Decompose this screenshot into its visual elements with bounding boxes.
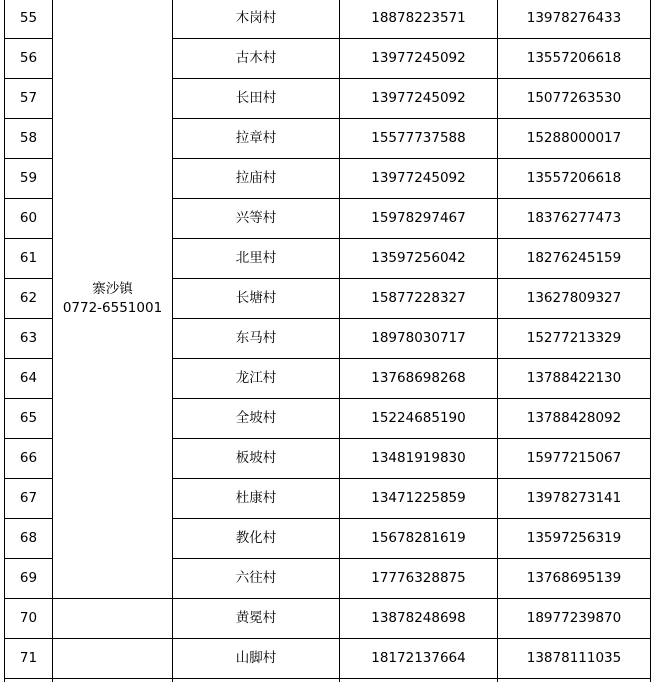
row-number: 63	[19, 329, 38, 346]
phone-secondary: 13627809327	[526, 289, 622, 306]
village-name: 古木村	[235, 49, 277, 66]
phone-secondary: 15077263530	[526, 89, 622, 106]
phone-secondary: 13788428092	[526, 409, 622, 426]
phone-secondary: 13597256319	[526, 529, 622, 546]
row-number: 62	[19, 289, 38, 306]
phone-primary: 13481919830	[371, 449, 466, 466]
row-number: 60	[19, 209, 38, 226]
village-name: 杜康村	[235, 489, 277, 506]
row-border	[4, 678, 651, 679]
phone-secondary: 18276245159	[526, 249, 622, 266]
phone-secondary: 13788422130	[526, 369, 622, 386]
row-number: 59	[19, 169, 38, 186]
phone-primary: 18172137664	[371, 649, 466, 666]
village-name: 全坡村	[235, 409, 277, 426]
phone-primary: 18878223571	[371, 9, 466, 26]
village-name: 龙江村	[235, 369, 277, 386]
phone-primary: 17776328875	[371, 569, 466, 586]
phone-primary: 13977245092	[371, 89, 466, 106]
row-number: 56	[19, 49, 38, 66]
phone-primary: 13977245092	[371, 169, 466, 186]
phone-secondary: 13557206618	[526, 169, 622, 186]
row-number: 58	[19, 129, 38, 146]
village-name: 木岗村	[235, 9, 277, 26]
phone-primary: 13977245092	[371, 49, 466, 66]
row-number: 57	[19, 89, 38, 106]
phone-secondary: 18977239870	[526, 609, 622, 626]
town-merged-cell	[53, 0, 172, 598]
row-number: 69	[19, 569, 38, 586]
village-name: 北里村	[235, 249, 277, 266]
phone-primary: 15877228327	[371, 289, 466, 306]
column-border	[650, 0, 651, 682]
row-number: 55	[19, 9, 38, 26]
town-phone: 0772-6551001	[62, 300, 163, 316]
row-number: 70	[19, 609, 38, 626]
phone-secondary: 13978276433	[526, 9, 622, 26]
village-name: 山脚村	[235, 649, 277, 666]
phone-primary: 15224685190	[371, 409, 466, 426]
row-number: 65	[19, 409, 38, 426]
phone-primary: 15678281619	[371, 529, 466, 546]
village-name: 长塘村	[235, 289, 277, 306]
village-name: 板坡村	[235, 449, 277, 466]
village-name: 黄冕村	[235, 609, 277, 626]
village-name: 东马村	[235, 329, 277, 346]
phone-secondary: 13557206618	[526, 49, 622, 66]
town-name: 寨沙镇	[92, 281, 133, 297]
phone-secondary: 15277213329	[526, 329, 622, 346]
phone-secondary: 18376277473	[526, 209, 622, 226]
phone-primary: 13471225859	[371, 489, 466, 506]
phone-primary: 15978297467	[371, 209, 466, 226]
row-number: 64	[19, 369, 38, 386]
phone-secondary: 13768695139	[526, 569, 622, 586]
phone-primary: 15577737588	[371, 129, 466, 146]
row-number: 66	[19, 449, 38, 466]
row-number: 68	[19, 529, 38, 546]
phone-secondary: 13978273141	[526, 489, 622, 506]
village-name: 拉章村	[235, 129, 277, 146]
row-number: 71	[19, 649, 38, 666]
phone-secondary: 15288000017	[526, 129, 622, 146]
village-name: 长田村	[235, 89, 277, 106]
village-name: 六往村	[235, 569, 277, 586]
phone-secondary: 15977215067	[526, 449, 622, 466]
village-name: 兴等村	[235, 209, 277, 226]
row-number: 61	[19, 249, 38, 266]
phone-primary: 13878248698	[371, 609, 466, 626]
row-number: 67	[19, 489, 38, 506]
phone-primary: 18978030717	[371, 329, 466, 346]
phone-primary: 13768698268	[371, 369, 466, 386]
phone-secondary: 13878111035	[526, 649, 622, 666]
phone-primary: 13597256042	[371, 249, 466, 266]
village-name: 拉庙村	[235, 169, 277, 186]
village-name: 教化村	[235, 529, 277, 546]
